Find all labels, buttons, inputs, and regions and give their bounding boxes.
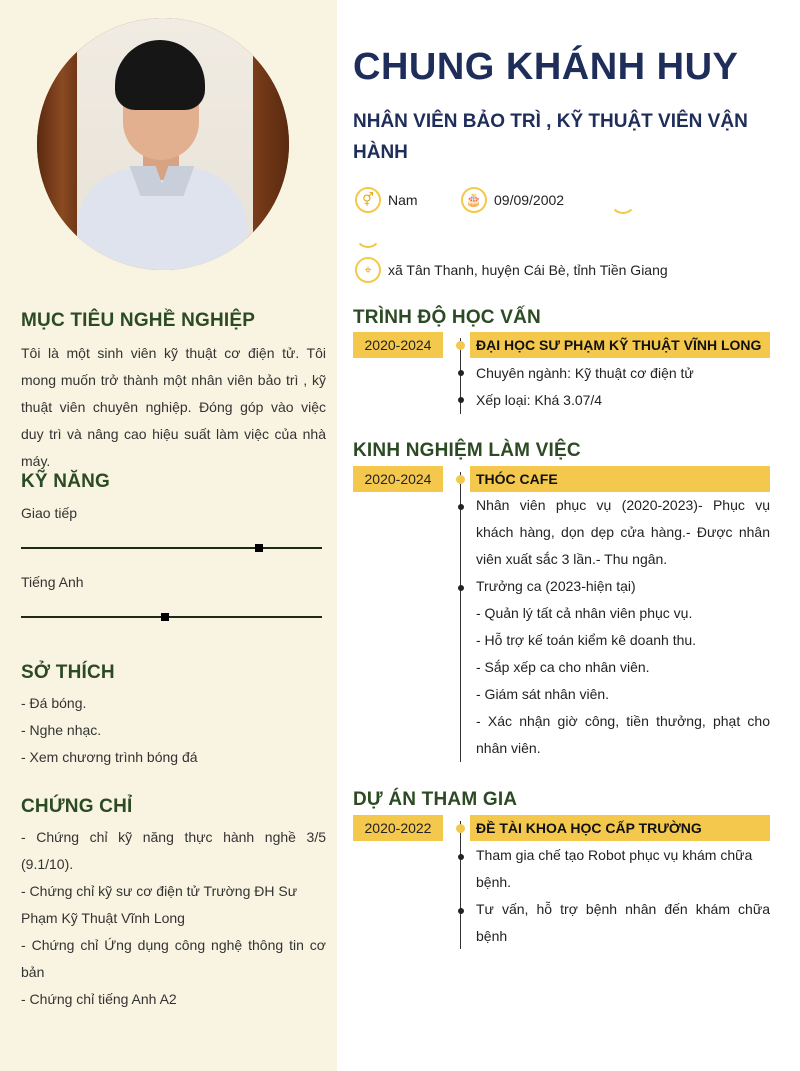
project-detail: Tư vấn, hỗ trợ bệnh nhân đến khám chữa bệnh xyxy=(476,901,770,944)
experience-date: 2020-2024 xyxy=(353,466,443,492)
address-value: xã Tân Thanh, huyện Cái Bè, tỉnh Tiền Giang xyxy=(388,262,668,278)
project-date: 2020-2022 xyxy=(353,815,443,841)
certificate-item: - Chứng chỉ tiếng Anh A2 xyxy=(21,991,177,1007)
certificates-title: CHỨNG CHỈ xyxy=(21,796,133,817)
experience-role: Trưởng ca (2023-hiện tại) xyxy=(476,578,636,594)
gender-info xyxy=(355,187,418,213)
certificate-item: - Chứng chỉ kỹ sư cơ điện tử Trường ĐH Sư Phạm Kỹ Thuật Vĩnh Long xyxy=(21,883,298,926)
certificate-item: - Chứng chỉ Ứng dụng công nghệ thông tin cơ bản xyxy=(21,937,326,980)
cake-icon: 🎂 xyxy=(461,187,487,213)
hobby-item: - Nghe nhạc. xyxy=(21,722,102,738)
bullet-dot xyxy=(458,854,464,860)
education-org: ĐẠI HỌC SƯ PHẠM KỸ THUẬT VĨNH LONG xyxy=(470,332,770,358)
empty-icon-placeholder xyxy=(610,188,636,214)
experience-task: - Quản lý tất cả nhân viên phục vụ. xyxy=(476,605,693,621)
timeline-dot xyxy=(456,475,465,484)
project-org: ĐỀ TÀI KHOA HỌC CẤP TRƯỜNG xyxy=(470,815,770,841)
map-icon: ⌖ xyxy=(355,257,381,283)
education-title: TRÌNH ĐỘ HỌC VẤN xyxy=(353,307,541,328)
skill-bar xyxy=(21,616,322,618)
objective-text: Tôi là một sinh viên kỹ thuật cơ điện tử. Tôi mong muốn trở thành một nhân viên bảo trì , kỹ thuật viên chuyên nghiệp. Đóng góp vào việc duy trì và nâng cao hiệu suất làm việc của nhà máy. xyxy=(21,345,326,469)
objective-title: MỤC TIÊU NGHỀ NGHIỆP xyxy=(21,310,256,331)
avatar xyxy=(37,18,289,270)
education-detail: Xếp loại: Khá 3.07/4 xyxy=(476,392,603,408)
experience-task: - Sắp xếp ca cho nhân viên. xyxy=(476,659,650,675)
experience-title: KINH NGHIỆM LÀM VIỆC xyxy=(353,440,581,461)
candidate-name: CHUNG KHÁNH HUY xyxy=(353,46,739,88)
skill-name: Giao tiếp xyxy=(21,505,78,521)
empty-icon-placeholder xyxy=(355,222,381,248)
projects-title: DỰ ÁN THAM GIA xyxy=(353,789,518,810)
education-detail: Chuyên ngành: Kỹ thuật cơ điện tử xyxy=(476,365,694,381)
hobby-item: - Đá bóng. xyxy=(21,695,87,711)
gender-icon: ⚥ xyxy=(355,187,381,213)
skill-bar xyxy=(21,547,322,549)
hobbies-title: SỞ THÍCH xyxy=(21,662,115,683)
experience-role: Nhân viên phục vụ (2020-2023)- Phục vụ khách hàng, dọn dẹp cửa hàng.- Được nhân viên xuất sắc 3 lần.- Thu ngân. xyxy=(476,497,770,567)
bullet-dot xyxy=(458,585,464,591)
timeline-dot xyxy=(456,341,465,350)
skills-title: KỸ NĂNG xyxy=(21,471,111,492)
experience-task: - Xác nhận giờ công, tiền thưởng, phạt cho nhân viên. xyxy=(476,713,770,756)
job-title: NHÂN VIÊN BẢO TRÌ , KỸ THUẬT VIÊN VẬN HÀNH xyxy=(353,111,748,163)
skill-level-marker xyxy=(161,613,169,621)
experience-org: THÓC CAFE xyxy=(470,466,770,492)
gender-value: Nam xyxy=(388,192,418,208)
experience-task: - Hỗ trợ kế toán kiểm kê doanh thu. xyxy=(476,632,697,648)
hobby-item: - Xem chương trình bóng đá xyxy=(21,749,198,765)
birthday-info xyxy=(461,187,564,213)
sidebar xyxy=(0,0,337,1071)
address-info xyxy=(355,257,668,283)
timeline-line xyxy=(460,472,461,762)
project-detail: Tham gia chế tạo Robot phục vụ khám chữa bệnh. xyxy=(476,847,753,890)
experience-task: - Giám sát nhân viên. xyxy=(476,686,610,702)
skill-name: Tiếng Anh xyxy=(21,574,84,590)
skill-level-marker xyxy=(255,544,263,552)
birthday-value: 09/09/2002 xyxy=(494,192,565,208)
education-date: 2020-2024 xyxy=(353,332,443,358)
bullet-dot xyxy=(458,370,464,376)
certificate-item: - Chứng chỉ kỹ năng thực hành nghề 3/5 (9.1/10). xyxy=(21,829,326,872)
timeline-dot xyxy=(456,824,465,833)
bullet-dot xyxy=(458,504,464,510)
bullet-dot xyxy=(458,908,464,914)
timeline-line xyxy=(460,821,461,949)
bullet-dot xyxy=(458,397,464,403)
